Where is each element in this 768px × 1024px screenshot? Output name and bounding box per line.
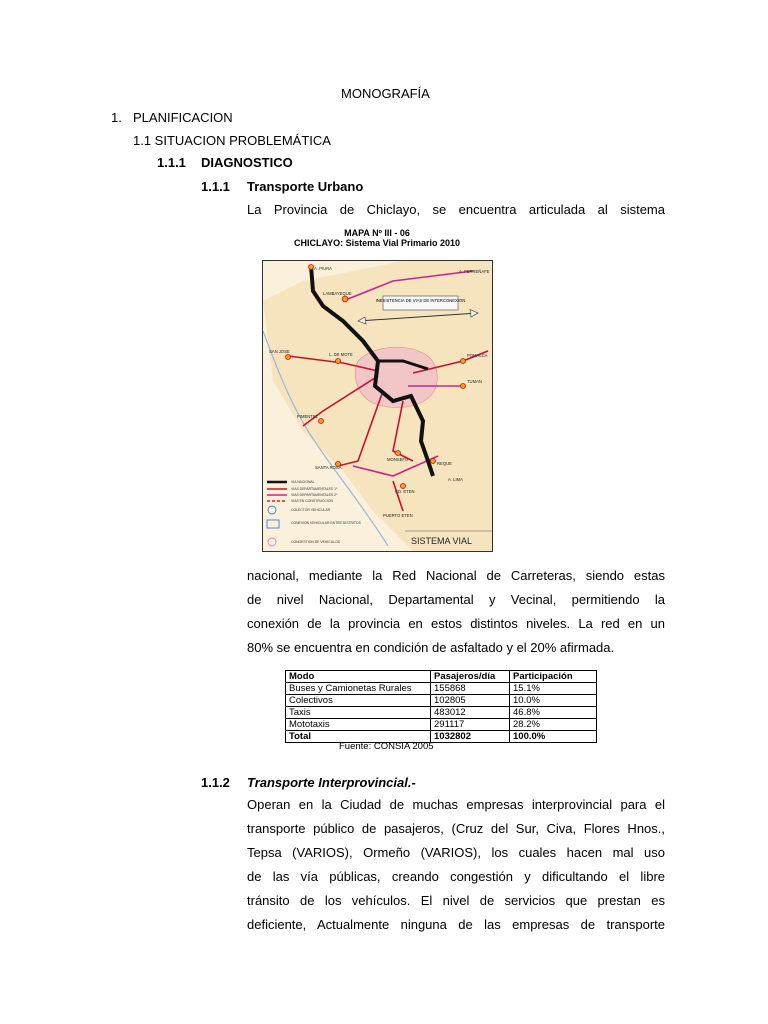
table-header-row: [286, 671, 597, 683]
subsection-heading-urbano: Transporte Urbano: [247, 179, 364, 194]
section-1-1-1-number: 1.1.1: [157, 155, 186, 170]
table-source: Fuente: CONSIA 2005: [339, 741, 434, 752]
paragraph-line: 80% se encuentra en condición de asfaltado y el 20% afirmada.: [247, 640, 615, 655]
intro-paragraph: [247, 198, 665, 222]
section-1-1-heading: 1.1 SITUACION PROBLEMÁTICA: [133, 133, 331, 148]
label-puerto-eten: PUERTO ETEN: [383, 513, 413, 518]
town-dot-pimentel: [319, 419, 324, 424]
label-ldemote: L. DE MOTE: [329, 352, 353, 357]
table-row: [286, 719, 597, 731]
section-1-1-1-heading: DIAGNOSTICO: [201, 155, 293, 170]
label-ferrenafe: A. FERREÑAFE: [459, 269, 490, 274]
table-total-label: Total: [286, 731, 431, 743]
table-cell-share: 46.8%: [510, 707, 597, 719]
subsection-number: 1.1.1: [201, 179, 230, 194]
label-pimentel: PIMENTEL: [297, 414, 318, 419]
map-title-line-1: MAPA Nº III - 06: [344, 228, 410, 238]
town-dot-pomalca: [461, 359, 466, 364]
table-cell-passengers: 155868: [431, 683, 510, 695]
legend-label-national: VIA NACIONAL: [291, 480, 315, 484]
town-dot-reque: [431, 459, 436, 464]
map-annotation: INEXISTENCIA DE VIAS DE INTERCONEXION: [375, 298, 466, 303]
map-caption: SISTEMA VIAL: [411, 536, 473, 546]
transport-mode-table: [285, 670, 597, 743]
paragraph-line: conexión de la provincia en estos distintos niveles. La red en un: [247, 616, 665, 631]
subsection-heading-interprovincial: Transporte Interprovincial.-: [247, 775, 416, 790]
table-cell-passengers: 291117: [431, 719, 510, 731]
legend-label-dept1: VIAS DEPARTAMENTALES 1º: [291, 487, 338, 491]
label-monsefu: MONSEFU: [387, 457, 408, 462]
table-cell-mode: Colectivos: [286, 695, 431, 707]
table-row: [286, 707, 597, 719]
table-cell-passengers: 483012: [431, 707, 510, 719]
town-dot-sanjose: [286, 355, 291, 360]
paragraph-line: deficiente, Actualmente ninguna de las empresas de transporte: [247, 917, 665, 932]
map-title-line-2: CHICLAYO: Sistema Vial Primario 2010: [293, 238, 461, 248]
paragraph-red-nacional: [247, 564, 665, 660]
table-cell-share: 10.0%: [510, 695, 597, 707]
table-cell-mode: Buses y Camionetas Rurales: [286, 683, 431, 695]
table-total-passengers: 1032802: [431, 731, 510, 743]
paragraph-line: de las vía públicas, creando congestión y dificultando el libre: [247, 869, 665, 884]
legend-label-connection: CONEXION VEHICULAR ENTRE DISTRITOS: [291, 521, 361, 525]
table-cell-share: 15.1%: [510, 683, 597, 695]
legend-label-collector: COLECTOR VEHICULAR: [291, 508, 331, 512]
town-dot-ldemote: [336, 359, 341, 364]
table-header-participacion: Participación: [510, 671, 597, 683]
paragraph-line: Tepsa (VARIOS), Ormeño (VARIOS), los cuales hacen mal uso: [247, 845, 665, 860]
paragraph-line: transporte público de pasajeros, (Cruz del Sur, Civa, Flores Hnos.,: [247, 821, 665, 836]
label-sanjose: SAN JOSE: [269, 349, 290, 354]
road-system-map: [262, 260, 493, 552]
map-graphic: [263, 261, 492, 551]
table-total-row: [286, 731, 597, 743]
label-tuman: TUMAN: [467, 379, 482, 384]
label-lambayeque: LAMBAYEQUE: [323, 291, 352, 296]
document-title: MONOGRAFÍA: [341, 86, 430, 101]
table-cell-passengers: 102805: [431, 695, 510, 707]
town-dot-piura: [309, 265, 314, 270]
town-dot-tuman: [461, 384, 466, 389]
table-row: [286, 695, 597, 707]
town-dot-lambayeque: [342, 296, 348, 302]
map-title: [262, 228, 492, 248]
table-header-modo: Modo: [286, 671, 431, 683]
intro-line: La Provincia de Chiclayo, se encuentra articulada al sistema: [247, 202, 665, 217]
label-santarosa: SANTA ROSA: [315, 465, 342, 470]
section-1-heading: PLANIFICACION: [133, 110, 233, 125]
table-cell-share: 28.2%: [510, 719, 597, 731]
town-dot-monsefu: [396, 451, 401, 456]
table-header-pasajeros: Pasajeros/día: [431, 671, 510, 683]
label-eten-city: CD. ETEN: [395, 489, 415, 494]
paragraph-line: de nivel Nacional, Departamental y Vecinal, permitiendo la: [247, 592, 665, 607]
table-cell-mode: Taxis: [286, 707, 431, 719]
section-1-number: 1.: [111, 110, 122, 125]
label-reque: REQUE: [437, 461, 452, 466]
legend-label-dept2: VIAS DEPARTAMENTALES 2º: [291, 493, 338, 497]
table-row: [286, 683, 597, 695]
label-lima: A. LIMA: [448, 477, 463, 482]
paragraph-line: tránsito de los vehículos. El nivel de servicios que prestan es: [247, 893, 665, 908]
town-dot-eten: [401, 484, 406, 489]
table-cell-mode: Mototaxis: [286, 719, 431, 731]
label-piura: A. PIURA: [314, 266, 332, 271]
paragraph-line: nacional, mediante la Red Nacional de Carreteras, siendo estas: [247, 568, 665, 583]
legend-label-congestion: CONGESTION DE VEHICULOS: [291, 540, 340, 544]
paragraph-interprovincial: [247, 793, 665, 937]
legend-label-construction: VIAS EN CONSTRUCCION: [291, 499, 334, 503]
paragraph-line: Operan en la Ciudad de muchas empresas interprovincial para el: [247, 797, 665, 812]
table-total-share: 100.0%: [510, 731, 597, 743]
subsection-number-interprovincial: 1.1.2: [201, 775, 230, 790]
label-pomalca: POMALCA: [467, 353, 488, 358]
